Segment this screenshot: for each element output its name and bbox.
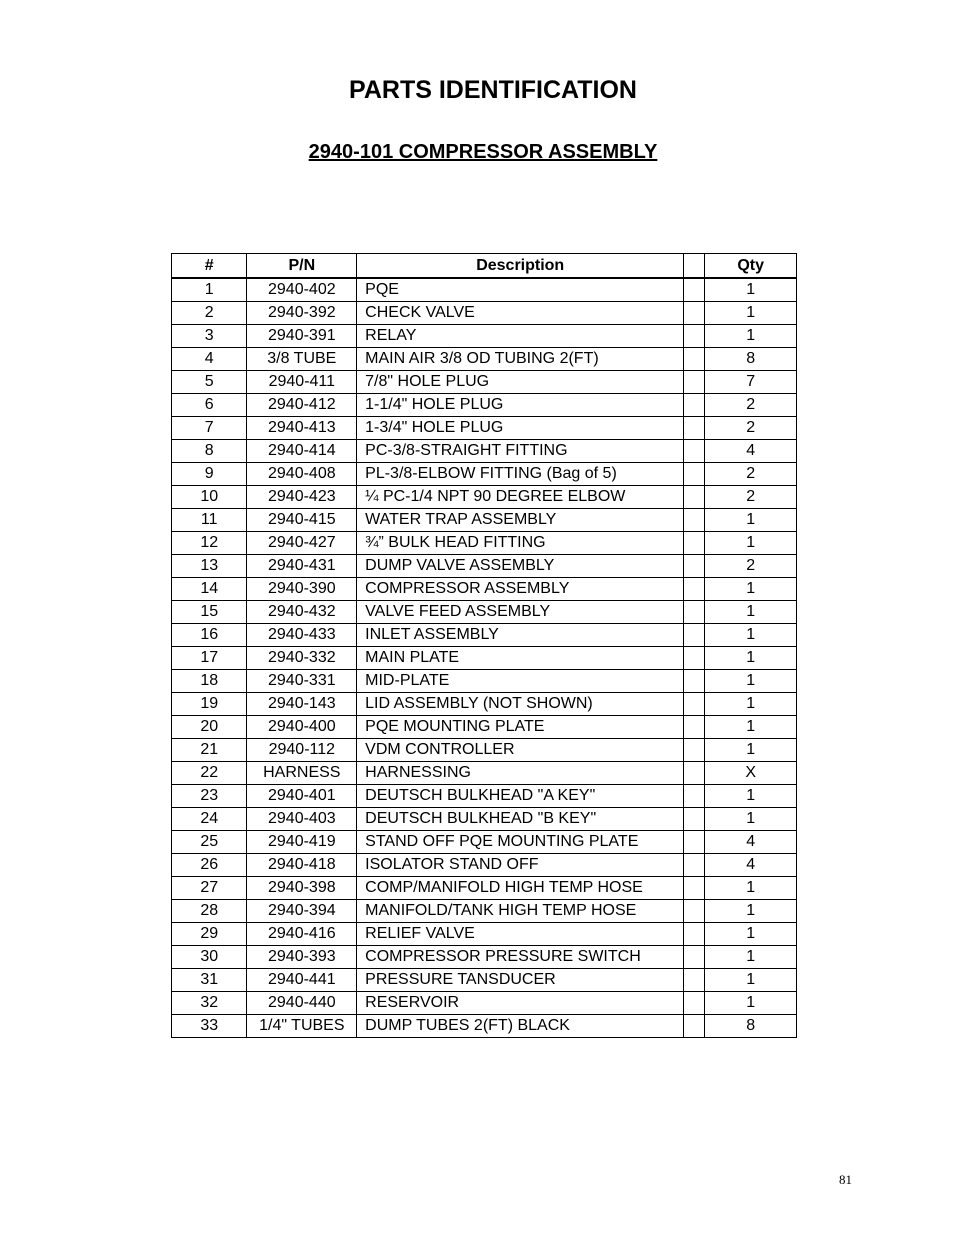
cell-quantity: 1	[705, 785, 797, 808]
cell-quantity: 1	[705, 716, 797, 739]
cell-part-number: 1/4" TUBES	[247, 1015, 357, 1038]
cell-description: MID-PLATE	[357, 670, 684, 693]
cell-quantity: 1	[705, 624, 797, 647]
cell-part-number: 2940-432	[247, 601, 357, 624]
cell-number: 1	[172, 278, 247, 302]
table-row	[172, 762, 797, 785]
cell-number: 19	[172, 693, 247, 716]
cell-number: 17	[172, 647, 247, 670]
cell-description: COMPRESSOR ASSEMBLY	[357, 578, 684, 601]
cell-description: COMPRESSOR PRESSURE SWITCH	[357, 946, 684, 969]
page-title: PARTS IDENTIFICATION	[349, 76, 637, 104]
cell-description: 1-1/4" HOLE PLUG	[357, 394, 684, 417]
cell-description: MAIN AIR 3/8 OD TUBING 2(FT)	[357, 348, 684, 371]
cell-quantity: 2	[705, 486, 797, 509]
header-blank	[684, 254, 705, 279]
cell-quantity: 2	[705, 463, 797, 486]
cell-quantity: 1	[705, 739, 797, 762]
cell-description: STAND OFF PQE MOUNTING PLATE	[357, 831, 684, 854]
cell-blank	[684, 532, 705, 555]
cell-part-number: 2940-441	[247, 969, 357, 992]
cell-part-number: 2940-416	[247, 923, 357, 946]
table-row	[172, 463, 797, 486]
cell-quantity: 1	[705, 877, 797, 900]
cell-description: RESERVOIR	[357, 992, 684, 1015]
cell-quantity: 1	[705, 509, 797, 532]
cell-number: 5	[172, 371, 247, 394]
cell-part-number: 2940-415	[247, 509, 357, 532]
cell-part-number: 2940-411	[247, 371, 357, 394]
cell-part-number: 2940-419	[247, 831, 357, 854]
cell-part-number: 2940-414	[247, 440, 357, 463]
parts-table	[171, 253, 797, 1038]
cell-description: DEUTSCH BULKHEAD "A KEY"	[357, 785, 684, 808]
cell-description: 7/8" HOLE PLUG	[357, 371, 684, 394]
cell-part-number: 2940-390	[247, 578, 357, 601]
cell-blank	[684, 417, 705, 440]
cell-description: RELIEF VALVE	[357, 923, 684, 946]
cell-quantity: 4	[705, 854, 797, 877]
cell-number: 12	[172, 532, 247, 555]
header-number: #	[172, 254, 247, 279]
cell-blank	[684, 278, 705, 302]
cell-blank	[684, 693, 705, 716]
cell-part-number: 2940-431	[247, 555, 357, 578]
table-row	[172, 693, 797, 716]
cell-quantity: 1	[705, 693, 797, 716]
header-part-number: P/N	[247, 254, 357, 279]
cell-part-number: 2940-332	[247, 647, 357, 670]
cell-blank	[684, 785, 705, 808]
cell-description: LID ASSEMBLY (NOT SHOWN)	[357, 693, 684, 716]
table-row	[172, 992, 797, 1015]
cell-blank	[684, 348, 705, 371]
cell-part-number: 2940-418	[247, 854, 357, 877]
table-row	[172, 808, 797, 831]
cell-quantity: 1	[705, 278, 797, 302]
table-row	[172, 394, 797, 417]
table-row	[172, 325, 797, 348]
cell-blank	[684, 900, 705, 923]
cell-description: RELAY	[357, 325, 684, 348]
cell-quantity: 1	[705, 900, 797, 923]
cell-number: 22	[172, 762, 247, 785]
cell-quantity: 1	[705, 302, 797, 325]
cell-number: 3	[172, 325, 247, 348]
cell-description: ISOLATOR STAND OFF	[357, 854, 684, 877]
cell-number: 16	[172, 624, 247, 647]
cell-description: PL-3/8-ELBOW FITTING (Bag of 5)	[357, 463, 684, 486]
cell-description: COMP/MANIFOLD HIGH TEMP HOSE	[357, 877, 684, 900]
cell-number: 18	[172, 670, 247, 693]
cell-part-number: 3/8 TUBE	[247, 348, 357, 371]
cell-number: 2	[172, 302, 247, 325]
cell-part-number: 2940-408	[247, 463, 357, 486]
cell-part-number: 2940-433	[247, 624, 357, 647]
cell-blank	[684, 371, 705, 394]
table-row	[172, 601, 797, 624]
table-row	[172, 647, 797, 670]
cell-quantity: 1	[705, 923, 797, 946]
cell-number: 24	[172, 808, 247, 831]
cell-blank	[684, 716, 705, 739]
table-row	[172, 371, 797, 394]
table-row	[172, 624, 797, 647]
cell-description: WATER TRAP ASSEMBLY	[357, 509, 684, 532]
cell-part-number: 2940-402	[247, 278, 357, 302]
cell-part-number: 2940-400	[247, 716, 357, 739]
cell-part-number: 2940-423	[247, 486, 357, 509]
cell-number: 20	[172, 716, 247, 739]
cell-number: 26	[172, 854, 247, 877]
cell-quantity: 4	[705, 831, 797, 854]
cell-number: 27	[172, 877, 247, 900]
cell-part-number: 2940-403	[247, 808, 357, 831]
cell-part-number: 2940-413	[247, 417, 357, 440]
table-row	[172, 739, 797, 762]
cell-quantity: 1	[705, 969, 797, 992]
cell-blank	[684, 762, 705, 785]
table-row	[172, 348, 797, 371]
cell-number: 6	[172, 394, 247, 417]
cell-description: DEUTSCH BULKHEAD "B KEY"	[357, 808, 684, 831]
cell-quantity: 1	[705, 946, 797, 969]
cell-blank	[684, 555, 705, 578]
table-row	[172, 785, 797, 808]
cell-description: ¾” BULK HEAD FITTING	[357, 532, 684, 555]
cell-quantity: 1	[705, 601, 797, 624]
table-row	[172, 278, 797, 302]
header-quantity: Qty	[705, 254, 797, 279]
cell-blank	[684, 670, 705, 693]
cell-description: DUMP TUBES 2(FT) BLACK	[357, 1015, 684, 1038]
table-header-row	[172, 254, 797, 279]
cell-description: PQE MOUNTING PLATE	[357, 716, 684, 739]
assembly-subtitle: 2940-101 COMPRESSOR ASSEMBLY	[308, 141, 658, 163]
cell-quantity: 8	[705, 1015, 797, 1038]
cell-description: MANIFOLD/TANK HIGH TEMP HOSE	[357, 900, 684, 923]
cell-number: 29	[172, 923, 247, 946]
cell-description: VALVE FEED ASSEMBLY	[357, 601, 684, 624]
cell-number: 30	[172, 946, 247, 969]
cell-number: 32	[172, 992, 247, 1015]
cell-part-number: 2940-401	[247, 785, 357, 808]
cell-quantity: 1	[705, 992, 797, 1015]
cell-blank	[684, 946, 705, 969]
cell-blank	[684, 923, 705, 946]
cell-number: 21	[172, 739, 247, 762]
cell-number: 28	[172, 900, 247, 923]
table-row	[172, 900, 797, 923]
cell-blank	[684, 624, 705, 647]
table-row	[172, 555, 797, 578]
table-row	[172, 969, 797, 992]
cell-blank	[684, 463, 705, 486]
table-row	[172, 417, 797, 440]
cell-part-number: 2940-394	[247, 900, 357, 923]
cell-quantity: 2	[705, 394, 797, 417]
cell-part-number: 2940-393	[247, 946, 357, 969]
cell-quantity: 1	[705, 532, 797, 555]
cell-description: ¼ PC-1/4 NPT 90 DEGREE ELBOW	[357, 486, 684, 509]
cell-number: 33	[172, 1015, 247, 1038]
cell-number: 11	[172, 509, 247, 532]
cell-part-number: HARNESS	[247, 762, 357, 785]
table-row	[172, 486, 797, 509]
cell-number: 7	[172, 417, 247, 440]
cell-blank	[684, 578, 705, 601]
table-row	[172, 532, 797, 555]
cell-number: 10	[172, 486, 247, 509]
cell-description: PQE	[357, 278, 684, 302]
cell-blank	[684, 302, 705, 325]
cell-part-number: 2940-427	[247, 532, 357, 555]
table-row	[172, 578, 797, 601]
cell-blank	[684, 992, 705, 1015]
cell-quantity: 4	[705, 440, 797, 463]
parts-table-body	[172, 278, 797, 1038]
table-row	[172, 302, 797, 325]
cell-blank	[684, 877, 705, 900]
table-row	[172, 716, 797, 739]
cell-part-number: 2940-331	[247, 670, 357, 693]
cell-description: INLET ASSEMBLY	[357, 624, 684, 647]
cell-blank	[684, 394, 705, 417]
cell-description: DUMP VALVE ASSEMBLY	[357, 555, 684, 578]
header-description: Description	[357, 254, 684, 279]
table-row	[172, 440, 797, 463]
cell-quantity: X	[705, 762, 797, 785]
table-row	[172, 946, 797, 969]
cell-part-number: 2940-391	[247, 325, 357, 348]
cell-number: 31	[172, 969, 247, 992]
cell-number: 9	[172, 463, 247, 486]
cell-number: 15	[172, 601, 247, 624]
cell-blank	[684, 486, 705, 509]
cell-description: PRESSURE TANSDUCER	[357, 969, 684, 992]
cell-number: 25	[172, 831, 247, 854]
cell-number: 14	[172, 578, 247, 601]
page-number: 81	[839, 1172, 852, 1187]
cell-number: 23	[172, 785, 247, 808]
cell-blank	[684, 325, 705, 348]
table-row	[172, 670, 797, 693]
table-row	[172, 877, 797, 900]
cell-blank	[684, 854, 705, 877]
table-row	[172, 854, 797, 877]
cell-part-number: 2940-143	[247, 693, 357, 716]
cell-quantity: 2	[705, 555, 797, 578]
cell-description: MAIN PLATE	[357, 647, 684, 670]
table-row	[172, 1015, 797, 1038]
cell-number: 4	[172, 348, 247, 371]
cell-quantity: 1	[705, 578, 797, 601]
cell-quantity: 8	[705, 348, 797, 371]
cell-part-number: 2940-398	[247, 877, 357, 900]
cell-blank	[684, 831, 705, 854]
cell-quantity: 2	[705, 417, 797, 440]
cell-part-number: 2940-440	[247, 992, 357, 1015]
cell-quantity: 1	[705, 325, 797, 348]
cell-description: VDM CONTROLLER	[357, 739, 684, 762]
cell-blank	[684, 739, 705, 762]
cell-quantity: 1	[705, 808, 797, 831]
cell-part-number: 2940-112	[247, 739, 357, 762]
cell-number: 8	[172, 440, 247, 463]
cell-part-number: 2940-412	[247, 394, 357, 417]
cell-blank	[684, 509, 705, 532]
cell-description: CHECK VALVE	[357, 302, 684, 325]
cell-description: HARNESSING	[357, 762, 684, 785]
cell-quantity: 1	[705, 647, 797, 670]
cell-blank	[684, 1015, 705, 1038]
cell-blank	[684, 808, 705, 831]
table-row	[172, 923, 797, 946]
cell-blank	[684, 969, 705, 992]
cell-quantity: 1	[705, 670, 797, 693]
cell-blank	[684, 440, 705, 463]
cell-description: 1-3/4" HOLE PLUG	[357, 417, 684, 440]
table-row	[172, 831, 797, 854]
cell-part-number: 2940-392	[247, 302, 357, 325]
cell-blank	[684, 647, 705, 670]
cell-blank	[684, 601, 705, 624]
cell-quantity: 7	[705, 371, 797, 394]
cell-number: 13	[172, 555, 247, 578]
cell-description: PC-3/8-STRAIGHT FITTING	[357, 440, 684, 463]
table-row	[172, 509, 797, 532]
